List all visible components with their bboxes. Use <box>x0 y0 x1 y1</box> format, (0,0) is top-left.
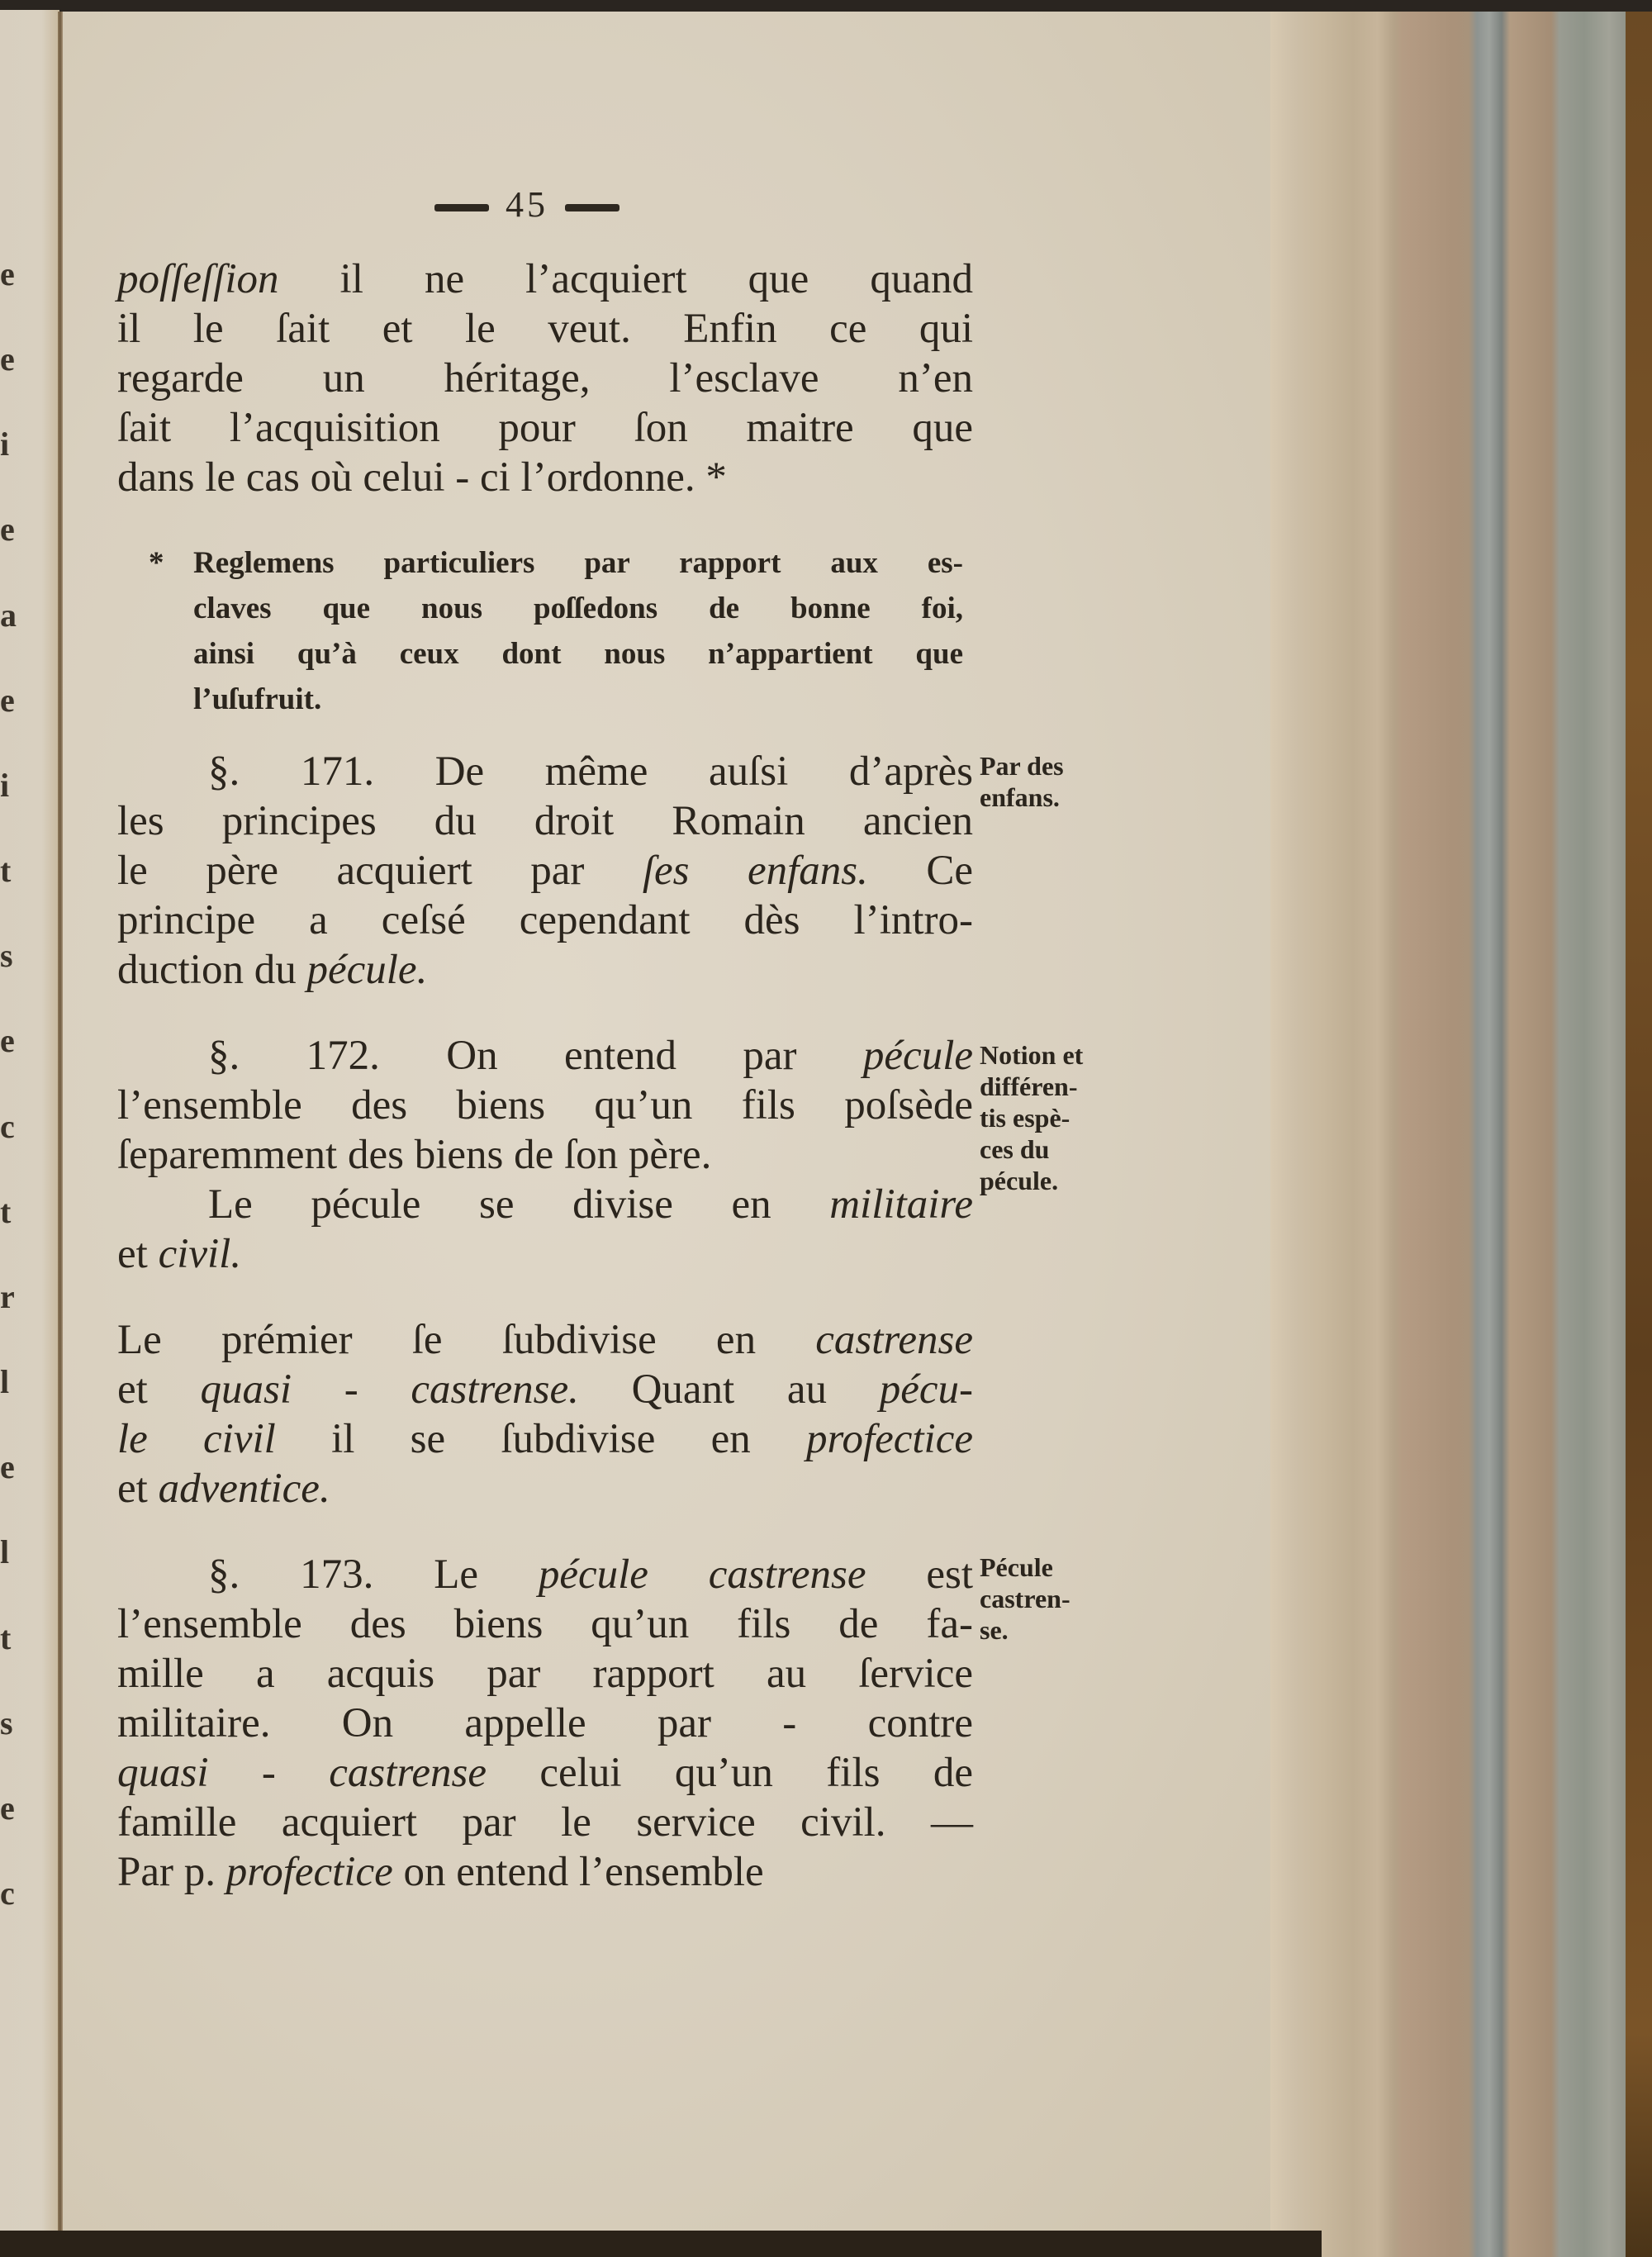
left-page-text-bleed <box>0 255 17 1912</box>
text-run: il se ſubdivise en <box>275 1416 806 1462</box>
text-line <box>117 1414 973 1464</box>
bleed-char: c <box>0 1107 15 1145</box>
italic-term: quasi - castrense. <box>200 1366 579 1413</box>
continued-paragraph <box>117 254 973 502</box>
footnote-line: claves que nous poſſedons de bonne foi, <box>193 592 963 625</box>
page-number: 45 <box>506 184 548 225</box>
text-run: on entend l’ensemble <box>392 1849 764 1895</box>
italic-term: pécu- <box>879 1366 973 1413</box>
bleed-char: l <box>0 1363 10 1401</box>
text-run: regarde un héritage, l’esclave n’en <box>117 355 973 402</box>
text-line <box>117 1847 973 1897</box>
margin-note-line: pécule. <box>980 1166 1059 1195</box>
italic-term: pécule castrense <box>538 1551 866 1598</box>
text-run: Par p. <box>117 1849 226 1895</box>
section-171 <box>117 747 973 995</box>
text-run: l’ensemble des biens qu’un fils de fa- <box>117 1601 973 1647</box>
text-line <box>117 896 973 945</box>
page-header <box>403 183 651 226</box>
text-run: le père acquiert par <box>117 848 643 894</box>
margin-note-line: se. <box>980 1615 1009 1645</box>
margin-note-line: Notion et <box>980 1040 1084 1070</box>
bleed-char: e <box>0 1022 15 1060</box>
margin-note-172 <box>980 1039 1120 1196</box>
italic-term: pécule. <box>306 947 428 993</box>
margin-note-line: différen- <box>980 1071 1078 1101</box>
text-line <box>117 1081 973 1130</box>
bleed-char: t <box>0 1192 12 1230</box>
text-line <box>117 354 973 403</box>
text-run: principe a ceſsé cependant dès l’intro- <box>117 897 973 943</box>
text-line <box>117 747 973 796</box>
italic-term: castrense <box>815 1317 973 1363</box>
bleed-char: c <box>0 1874 15 1912</box>
text-run: et <box>117 1466 159 1512</box>
italic-term: quasi - castrense <box>117 1750 487 1796</box>
text-run: l’ensemble des biens qu’un fils poſsède <box>117 1082 973 1128</box>
bleed-char: s <box>0 937 13 975</box>
text-line <box>117 403 973 453</box>
margin-note-line: Par des <box>980 751 1064 781</box>
text-line <box>117 945 973 995</box>
text-line <box>117 1699 973 1748</box>
bleed-char: e <box>0 681 15 719</box>
text-run: mille a acquis par rapport au ſervice <box>117 1651 973 1697</box>
text-line <box>117 796 973 846</box>
italic-term: pécule <box>862 1033 973 1079</box>
bleed-char: t <box>0 852 12 890</box>
book-fore-edge <box>1270 12 1652 2257</box>
text-run: est <box>866 1551 973 1598</box>
text-run: ſait l’acquisition pour ſon maitre que <box>117 405 973 451</box>
footnote-mark: * <box>149 546 164 580</box>
section-173 <box>117 1550 973 1897</box>
text-run: Ce <box>867 848 974 894</box>
margin-note-line: ces du <box>980 1134 1050 1164</box>
section-172-subdivision <box>117 1315 973 1513</box>
bleed-char: i <box>0 766 10 804</box>
margin-note-173 <box>980 1551 1120 1646</box>
text-line <box>117 1550 973 1599</box>
text-line <box>117 1748 973 1798</box>
text-run: §. 171. De même auſsi d’après <box>208 748 973 795</box>
text-run: Le prémier ſe ſubdivise en <box>117 1317 816 1363</box>
footnote-body <box>154 540 963 722</box>
folio-dash-right <box>565 204 620 211</box>
bleed-char: r <box>0 1277 15 1315</box>
italic-term: profectice <box>805 1416 973 1462</box>
italic-term: civil. <box>158 1231 242 1277</box>
text-line <box>117 254 973 304</box>
text-line <box>117 1031 973 1081</box>
bleed-char: e <box>0 511 15 549</box>
text-run: dans le cas où celui - ci l’ordonne. * <box>117 454 727 501</box>
italic-term: profectice <box>225 1849 393 1895</box>
bleed-char: a <box>0 596 17 634</box>
text-line <box>117 1649 973 1699</box>
footnote-line: l’uſufruit. <box>193 682 322 716</box>
text-line <box>117 1229 973 1279</box>
bleed-char: e <box>0 1448 15 1486</box>
text-run: il ne l’acquiert que quand <box>278 256 973 302</box>
text-line <box>117 846 973 896</box>
margin-note-line: enfans. <box>980 782 1060 812</box>
text-run: et <box>117 1231 159 1277</box>
text-run: celui qu’un fils de <box>487 1750 973 1796</box>
bleed-char: t <box>0 1618 12 1656</box>
bleed-char: l <box>0 1533 10 1571</box>
text-run: §. 172. On entend par <box>208 1033 863 1079</box>
bleed-char: s <box>0 1703 13 1741</box>
text-line <box>117 1798 973 1847</box>
margin-note-line: castren- <box>980 1584 1070 1613</box>
text-run: il le ſait et le veut. Enfin ce qui <box>117 306 973 352</box>
italic-term: le civil <box>117 1416 276 1462</box>
text-run: duction du <box>117 947 307 993</box>
text-run: ſeparemment des biens de ſon père. <box>117 1132 712 1178</box>
text-run: et <box>117 1366 201 1413</box>
left-facing-page <box>0 10 59 2232</box>
bleed-char: e <box>0 1789 15 1827</box>
bottom-shadow <box>0 2231 1322 2257</box>
footnote-line: ainsi qu’à ceux dont nous n’appartient que <box>193 637 963 671</box>
italic-term: militaire <box>829 1181 973 1228</box>
text-line <box>117 304 973 354</box>
text-line <box>117 1180 973 1229</box>
bleed-char: e <box>0 340 15 378</box>
text-line <box>117 1599 973 1649</box>
text-line <box>117 1365 973 1414</box>
margin-note-line: Pécule <box>980 1552 1053 1582</box>
text-line <box>117 453 973 502</box>
footnote-line: Reglemens particuliers par rapport aux es- <box>193 546 963 580</box>
text-line <box>117 1130 973 1180</box>
text-run: famille acquiert par le service civil. — <box>117 1799 973 1846</box>
italic-term: poſſeſſion <box>117 256 279 302</box>
margin-note-line: tis espè- <box>980 1103 1070 1133</box>
italic-term: adventice. <box>158 1466 330 1512</box>
text-line <box>117 1315 973 1365</box>
text-line <box>117 1464 973 1513</box>
text-run: Quant au <box>578 1366 880 1413</box>
text-run: Le pécule se divise en <box>208 1181 830 1228</box>
bleed-char: e <box>0 255 15 292</box>
margin-note-171 <box>980 750 1120 813</box>
section-172 <box>117 1031 973 1279</box>
italic-term: ſes enfans. <box>642 848 868 894</box>
folio-dash-left <box>434 204 489 211</box>
footnote <box>149 540 963 722</box>
bleed-char: i <box>0 425 10 463</box>
text-run: §. 173. Le <box>208 1551 539 1598</box>
text-run: militaire. On appelle par - contre <box>117 1700 973 1746</box>
text-run: les principes du droit Romain ancien <box>117 798 973 844</box>
